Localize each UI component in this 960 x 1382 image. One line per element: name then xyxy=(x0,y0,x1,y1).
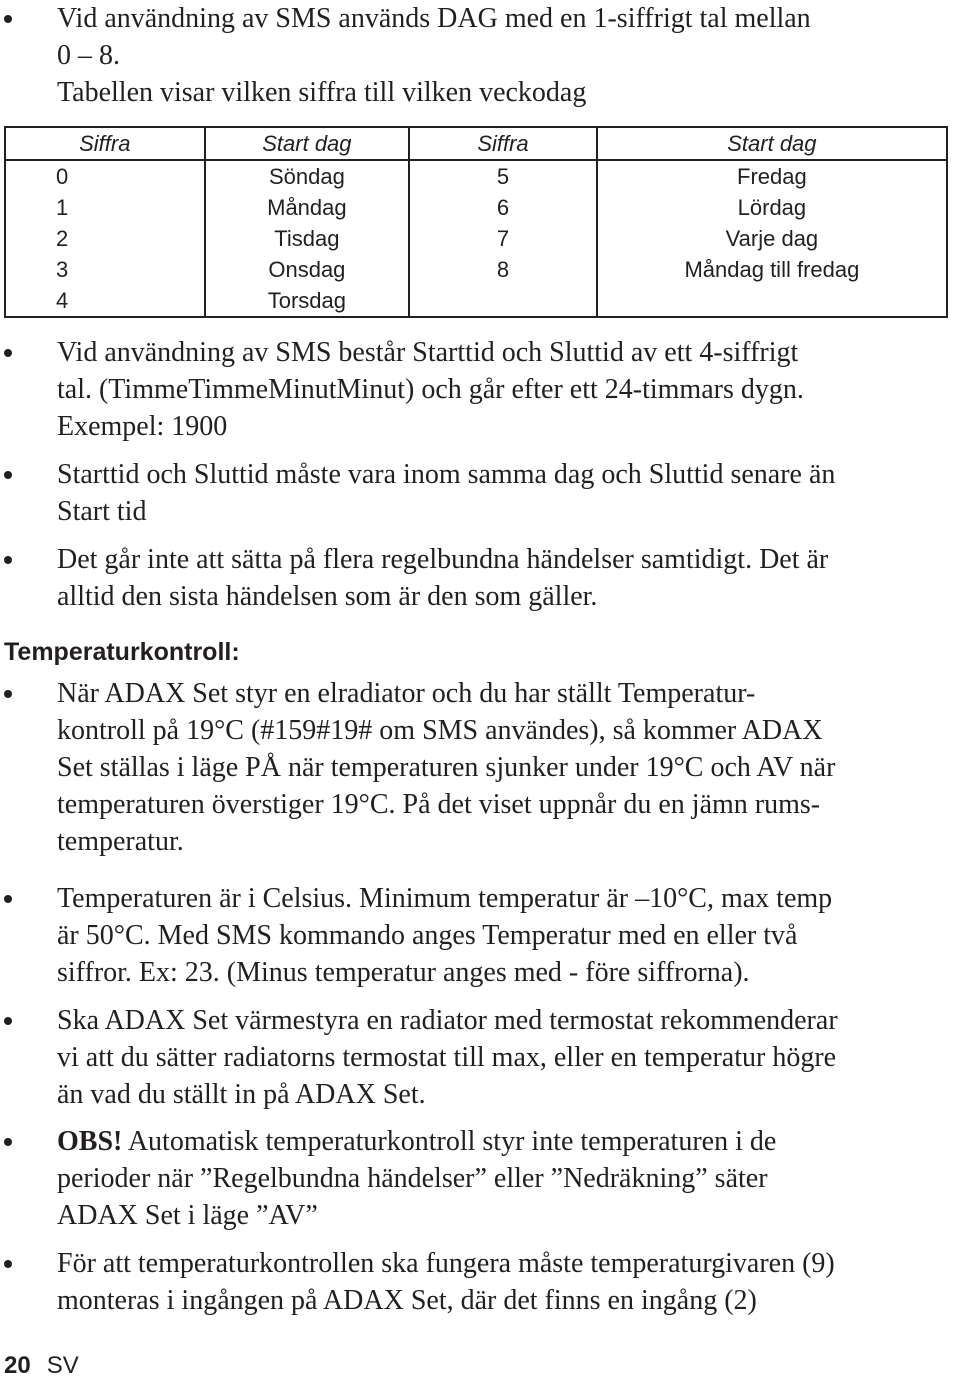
table-cell: Onsdag xyxy=(205,254,410,285)
bullet-text: När ADAX Set styr en elradiator och du har ställt Temperatur- kontroll på 19°C (#159#19# om SMS användes), så kommer ADAX Set ställas i läge PÅ när temperaturen sjunker under 19°C och AV när temperaturen överstiger 19°C. På det viset uppnår du en jämn rums- temperatur. xyxy=(57,678,836,857)
table-cell: Måndag till fredag xyxy=(597,254,947,285)
column-header: Start dag xyxy=(205,127,410,160)
column-header: Start dag xyxy=(597,127,947,160)
bullet-dot xyxy=(4,349,12,357)
obs-label: OBS! xyxy=(57,1126,123,1157)
bullet-text: OBS! Automatisk temperaturkontroll styr inte temperaturen i de perioder när ”Regelbundna händelser” eller ”Nedräkning” säter ADAX Set i läge ”AV” xyxy=(57,1126,777,1231)
table-cell xyxy=(597,285,947,317)
bullet-text: Vid användning av SMS används DAG med en 1-siffrigt tal mellan 0 – 8. Tabellen visar vilken siffra till vilken veckodag xyxy=(57,3,811,108)
table-cell: 8 xyxy=(409,254,597,285)
table-cell: Söndag xyxy=(205,160,410,192)
table-row xyxy=(5,254,947,285)
table-cell: Varje dag xyxy=(597,223,947,254)
table-row xyxy=(5,285,947,317)
table-cell: Fredag xyxy=(597,160,947,192)
bullet-text: För att temperaturkontrollen ska fungera måste temperaturgivaren (9) monteras i ingången på ADAX Set, där det finns en ingång (2) xyxy=(57,1248,835,1316)
bullet-text: Det går inte att sätta på flera regelbundna händelser samtidigt. Det är alltid den sista händelsen som är den som gäller. xyxy=(57,544,829,612)
table-cell xyxy=(409,285,597,317)
page-number: 20 xyxy=(4,1352,31,1379)
section-heading: Temperaturkontroll: xyxy=(4,638,240,666)
table-cell: 6 xyxy=(409,192,597,223)
bullet-text: Ska ADAX Set värmestyra en radiator med termostat rekommenderar vi att du sätter radiatorns termostat till max, eller en temperatur högre än vad du ställt in på ADAX Set. xyxy=(57,1005,838,1110)
table-cell: 1 xyxy=(5,192,205,223)
bullet-dot xyxy=(4,1260,12,1268)
bullet-dot xyxy=(4,690,12,698)
table-cell: Lördag xyxy=(597,192,947,223)
bullet-dot xyxy=(4,15,12,23)
table-row xyxy=(5,192,947,223)
table-cell: Tisdag xyxy=(205,223,410,254)
table-cell: 3 xyxy=(5,254,205,285)
bullet-dot xyxy=(4,1138,12,1146)
weekday-table xyxy=(4,126,948,318)
table-row xyxy=(5,160,947,192)
bullet-dot xyxy=(4,471,12,479)
table-cell: 2 xyxy=(5,223,205,254)
table-cell: 4 xyxy=(5,285,205,317)
page-footer xyxy=(4,1352,79,1380)
table-cell: 7 xyxy=(409,223,597,254)
table-cell: Måndag xyxy=(205,192,410,223)
bullet-text: Temperaturen är i Celsius. Minimum temperatur är –10°C, max temp är 50°C. Med SMS kommando anges Temperatur med en eller två siffror. Ex: 23. (Minus temperatur anges med - före siffrorna). xyxy=(57,883,833,988)
bullet-text: Vid användning av SMS består Starttid och Sluttid av ett 4-siffrigt tal. (TimmeTimmeMinutMinut) och går efter ett 24-timmars dygn. Exempel: 1900 xyxy=(57,337,804,442)
bullet-text: Starttid och Sluttid måste vara inom samma dag och Sluttid senare än Start tid xyxy=(57,459,836,527)
table-header-row xyxy=(5,127,947,160)
table-cell: Torsdag xyxy=(205,285,410,317)
table-cell: 5 xyxy=(409,160,597,192)
language-code: SV xyxy=(46,1352,79,1379)
table-row xyxy=(5,223,947,254)
column-header: Siffra xyxy=(5,127,205,160)
column-header: Siffra xyxy=(409,127,597,160)
bullet-dot xyxy=(4,556,12,564)
bullet-dot xyxy=(4,895,12,903)
bullet-dot xyxy=(4,1017,12,1025)
table-cell: 0 xyxy=(5,160,205,192)
